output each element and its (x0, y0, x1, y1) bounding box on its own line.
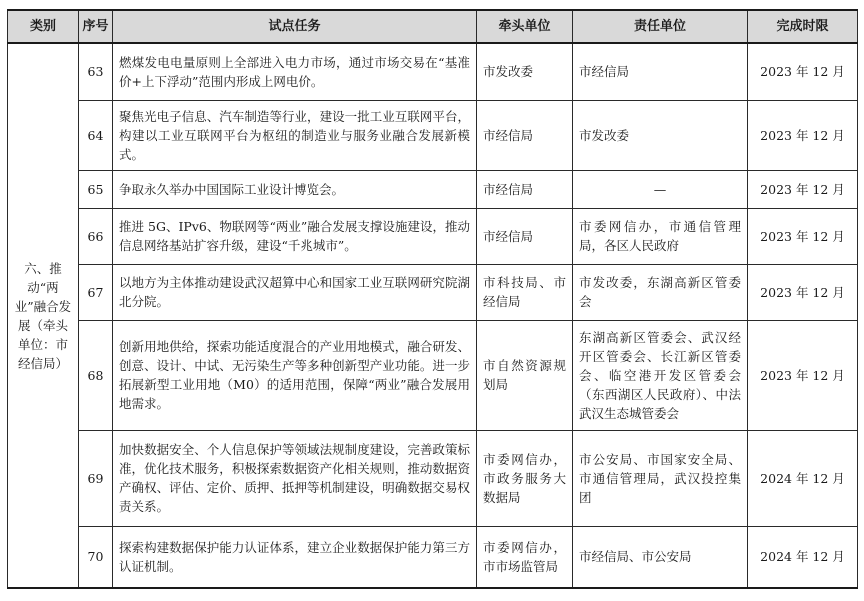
table-row (8, 170, 858, 208)
responsible-unit-cell: 市公安局、市国家安全局、市通信管理局，武汉投控集团 (573, 430, 748, 526)
header-row (8, 10, 858, 43)
seq-cell: 66 (79, 208, 113, 264)
seq-cell: 69 (79, 430, 113, 526)
responsible-unit-cell: 市经信局 (573, 43, 748, 100)
header-lead-unit: 牵头单位 (477, 10, 573, 43)
header-deadline: 完成时限 (748, 10, 858, 43)
deadline-cell: 2023 年 12 月 (748, 170, 858, 208)
table-row (8, 264, 858, 320)
deadline-cell: 2024 年 12 月 (748, 526, 858, 588)
task-cell: 以地方为主体推动建设武汉超算中心和国家工业互联网研究院湖北分院。 (113, 264, 477, 320)
category-cell: 六、推动“两业”融合发展（牵头单位：市经信局） (8, 43, 79, 588)
seq-cell: 63 (79, 43, 113, 100)
pilot-task-table (7, 9, 858, 589)
table-row (8, 43, 858, 100)
task-cell: 探索构建数据保护能力认证体系，建立企业数据保护能力第三方认证机制。 (113, 526, 477, 588)
responsible-unit-cell: 市发改委，东湖高新区管委会 (573, 264, 748, 320)
deadline-cell: 2023 年 12 月 (748, 43, 858, 100)
table-row (8, 320, 858, 430)
task-cell: 燃煤发电电量原则上全部进入电力市场，通过市场交易在“基准价+上下浮动”范围内形成上网电价。 (113, 43, 477, 100)
seq-cell: 65 (79, 170, 113, 208)
header-seq: 序号 (79, 10, 113, 43)
table-row (8, 100, 858, 170)
task-cell: 争取永久举办中国国际工业设计博览会。 (113, 170, 477, 208)
deadline-cell: 2023 年 12 月 (748, 320, 858, 430)
table-row (8, 526, 858, 588)
lead-unit-cell: 市委网信办，市政务服务大数据局 (477, 430, 573, 526)
lead-unit-cell: 市自然资源规划局 (477, 320, 573, 430)
lead-unit-cell: 市委网信办，市市场监管局 (477, 526, 573, 588)
seq-cell: 67 (79, 264, 113, 320)
task-cell: 加快数据安全、个人信息保护等领域法规制度建设，完善政策标准，优化技术服务，积极探索数据资产化相关规则，推动数据资产确权、评估、定价、质押、抵押等机制建设，明确数据交易权责关系。 (113, 430, 477, 526)
seq-cell: 68 (79, 320, 113, 430)
task-cell: 推进 5G、IPv6、物联网等“两业”融合发展支撑设施建设，推动信息网络基站扩容升级，建设“千兆城市”。 (113, 208, 477, 264)
table-row (8, 208, 858, 264)
responsible-unit-cell: 市经信局、市公安局 (573, 526, 748, 588)
lead-unit-cell: 市发改委 (477, 43, 573, 100)
seq-cell: 70 (79, 526, 113, 588)
deadline-cell: 2023 年 12 月 (748, 264, 858, 320)
task-cell: 创新用地供给，探索功能适度混合的产业用地模式，融合研发、创意、设计、中试、无污染生产等多种创新型产业功能。进一步拓展新型工业用地（M0）的适用范围，保障“两业”融合发展用地需求。 (113, 320, 477, 430)
empty-dash: — (653, 181, 667, 197)
header-category: 类别 (8, 10, 79, 43)
deadline-cell: 2024 年 12 月 (748, 430, 858, 526)
task-cell: 聚焦光电子信息、汽车制造等行业，建设一批工业互联网平台，构建以工业互联网平台为枢纽的制造业与服务业融合发展新模式。 (113, 100, 477, 170)
responsible-unit-cell: 东湖高新区管委会、武汉经开区管委会、长江新区管委会、临空港开发区管委会（东西湖区人民政府）、中法武汉生态城管委会 (573, 320, 748, 430)
deadline-cell: 2023 年 12 月 (748, 100, 858, 170)
responsible-unit-cell: 市委网信办，市通信管理局，各区人民政府 (573, 208, 748, 264)
lead-unit-cell: 市科技局、市经信局 (477, 264, 573, 320)
seq-cell: 64 (79, 100, 113, 170)
responsible-unit-cell (573, 170, 748, 208)
header-responsible-unit: 责任单位 (573, 10, 748, 43)
table-row (8, 430, 858, 526)
lead-unit-cell: 市经信局 (477, 208, 573, 264)
responsible-unit-cell: 市发改委 (573, 100, 748, 170)
header-task: 试点任务 (113, 10, 477, 43)
lead-unit-cell: 市经信局 (477, 100, 573, 170)
lead-unit-cell: 市经信局 (477, 170, 573, 208)
deadline-cell: 2023 年 12 月 (748, 208, 858, 264)
